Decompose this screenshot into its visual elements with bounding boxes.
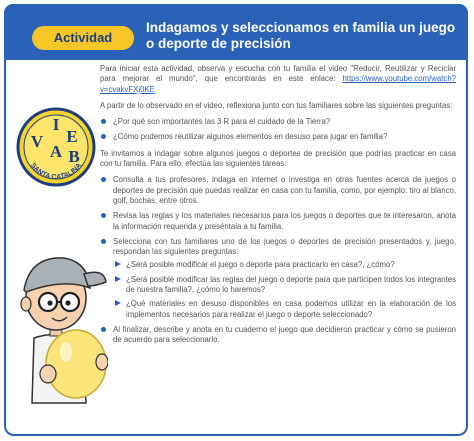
arrow-bullet-icon — [115, 300, 121, 306]
bullet-icon — [101, 119, 106, 124]
final-task-text: Al finalizar, describe y anota en tu cuaderno el juego que decidieron practicar y cómo se pusieron de acuerdo para seleccionarlo. — [113, 324, 456, 345]
logo-letter-a: A — [49, 142, 63, 161]
subquestion-text: ¿Será posible modificar las reglas del juego o deporte para que participen todos los integrantes de nuestra familia?, ¿cómo lo haremos? — [126, 274, 456, 295]
boy-with-balloon-illustration — [4, 228, 108, 416]
reflect-question: ¿Cómo podemos reutilizar algunos elementos en desuso para jugar en familia? — [113, 132, 388, 142]
list-item — [100, 117, 456, 127]
list-item — [100, 175, 456, 206]
activity-badge: Actividad — [32, 26, 134, 50]
list-item — [100, 211, 456, 232]
activity-content — [100, 64, 456, 352]
task-list — [100, 175, 456, 345]
subquestion-text: ¿Será posible modificar el juego o deporte para practicarlo en casa?, ¿cómo? — [126, 260, 395, 270]
logo-letter-b: B — [68, 147, 80, 166]
subquestion-list — [113, 260, 456, 319]
arrow-bullet-icon — [115, 261, 121, 267]
activity-title: Indagamos y seleccionamos en familia un juego o deporte de precisión — [146, 20, 456, 51]
video-link[interactable]: https://www.youtube.com/watch?v=cvakvFXj0KE — [100, 74, 456, 94]
task-text: Revisa las reglas y los materiales necesarios para los juegos o deportes que te interesaron, anota la información requerida y preséntala a tu familia. — [113, 211, 456, 231]
bullet-icon — [101, 327, 106, 332]
bullet-icon — [101, 134, 106, 139]
reflect-paragraph: A partir de lo observado en el video, reflexiona junto con tus familiares sobre las siguientes preguntas: — [100, 100, 453, 110]
list-item — [113, 260, 456, 270]
list-item — [100, 132, 456, 142]
intro-text: Para iniciar esta actividad, observa y escucha con tu familia el video "Reducir, Reutilizar y Reciclar para mejorar el mundo", que encontrarás en este enlace: — [100, 64, 456, 84]
logo-letter-v: V — [30, 132, 44, 151]
list-item — [100, 325, 456, 346]
list-item — [113, 275, 456, 296]
reflect-question-list — [100, 117, 456, 143]
logo-letter-e: E — [66, 127, 78, 146]
arrow-bullet-icon — [115, 276, 121, 282]
logo-caption: SANTA CATALINA — [28, 162, 84, 182]
subquestion-text: ¿Qué materiales en desuso disponibles en casa podemos utilizar en la elaboración de los implementos necesarios para realizar el juego o deporte seleccionado? — [126, 299, 456, 319]
invite-paragraph: Te invitamos a indagar sobre algunos juegos o deportes de precisión que podrías practicar en casa con tu familia. Para ello, efectúa las siguientes tareas: — [100, 148, 456, 169]
intro-paragraph — [100, 64, 456, 95]
task-text: Consulta a tus profesores, indaga en internet o investiga en otras fuentes acerca de juegos o deportes de precisión que puedas realizar en casa con tu familia, como, por ejemplo: tiro al blanco, golf, bochas, entre otros. — [113, 175, 456, 205]
bullet-icon — [101, 239, 106, 244]
bullet-icon — [101, 213, 106, 218]
school-logo — [16, 102, 96, 192]
bullet-icon — [101, 177, 106, 182]
task-text: Selecciona con tus familiares uno de los juegos o deportes de precisión presentados y, juego, respondan las siguientes preguntas: — [113, 236, 456, 257]
list-item — [113, 299, 456, 320]
list-item — [100, 237, 456, 320]
activity-header — [4, 4, 468, 60]
reflect-question: ¿Por qué son importantes las 3 R para el cuidado de la Tierra? — [113, 117, 331, 127]
logo-letter-i: I — [52, 115, 60, 134]
